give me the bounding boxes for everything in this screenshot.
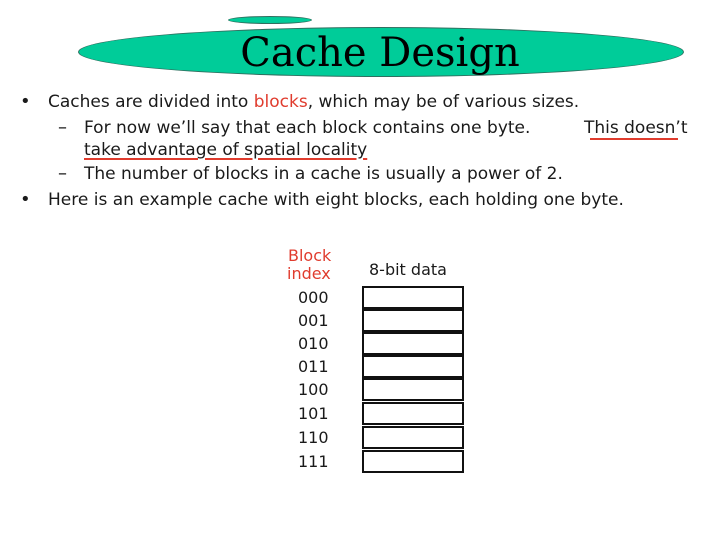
data-cell <box>362 286 464 309</box>
dash-glyph: – <box>58 163 67 184</box>
bullet-1-text <box>48 90 579 114</box>
sub-bullet-1-continuation <box>84 138 367 162</box>
block-index: 111 <box>298 452 329 471</box>
bullet-1-highlight: blocks <box>253 92 308 112</box>
bullet-2-text: Here is an example cache with eight blocks, each holding one byte. <box>48 190 624 210</box>
sub-bullet-2-text: The number of blocks in a cache is usually a power of 2. <box>84 164 563 184</box>
block-index: 101 <box>298 404 329 423</box>
block-index: 110 <box>298 428 329 447</box>
bullet-glyph: • <box>20 91 31 112</box>
sub-bullet-1-text: For now we’ll say that each block contains one byte. <box>84 118 531 138</box>
title-decoration-small <box>228 16 312 24</box>
data-header: 8-bit data <box>369 260 447 279</box>
block-index-header-line1: Block <box>288 246 332 265</box>
data-cell <box>362 309 464 332</box>
bullet-1-after: , which may be of various sizes. <box>307 92 580 112</box>
red-underline-mark <box>590 138 678 140</box>
block-index: 001 <box>298 311 329 330</box>
block-index: 010 <box>298 334 329 353</box>
block-index-header-line2: index <box>287 264 331 283</box>
bullet-1-before: Caches are divided into <box>48 92 254 112</box>
dash-glyph: – <box>58 117 67 138</box>
data-cell <box>362 332 464 355</box>
sub-bullet-1-note: This doesn’t <box>584 118 688 138</box>
bullet-glyph: • <box>20 189 31 210</box>
block-index: 100 <box>298 380 329 399</box>
data-cell <box>362 378 464 401</box>
block-index: 000 <box>298 288 329 307</box>
data-cell <box>362 402 464 425</box>
data-cell <box>362 450 464 473</box>
slide-title: Cache Design <box>240 30 520 76</box>
block-index: 011 <box>298 357 329 376</box>
sub-bullet-1-continuation-text: take advantage of spatial locality <box>84 140 368 160</box>
data-cell <box>362 426 464 449</box>
data-cell <box>362 355 464 378</box>
